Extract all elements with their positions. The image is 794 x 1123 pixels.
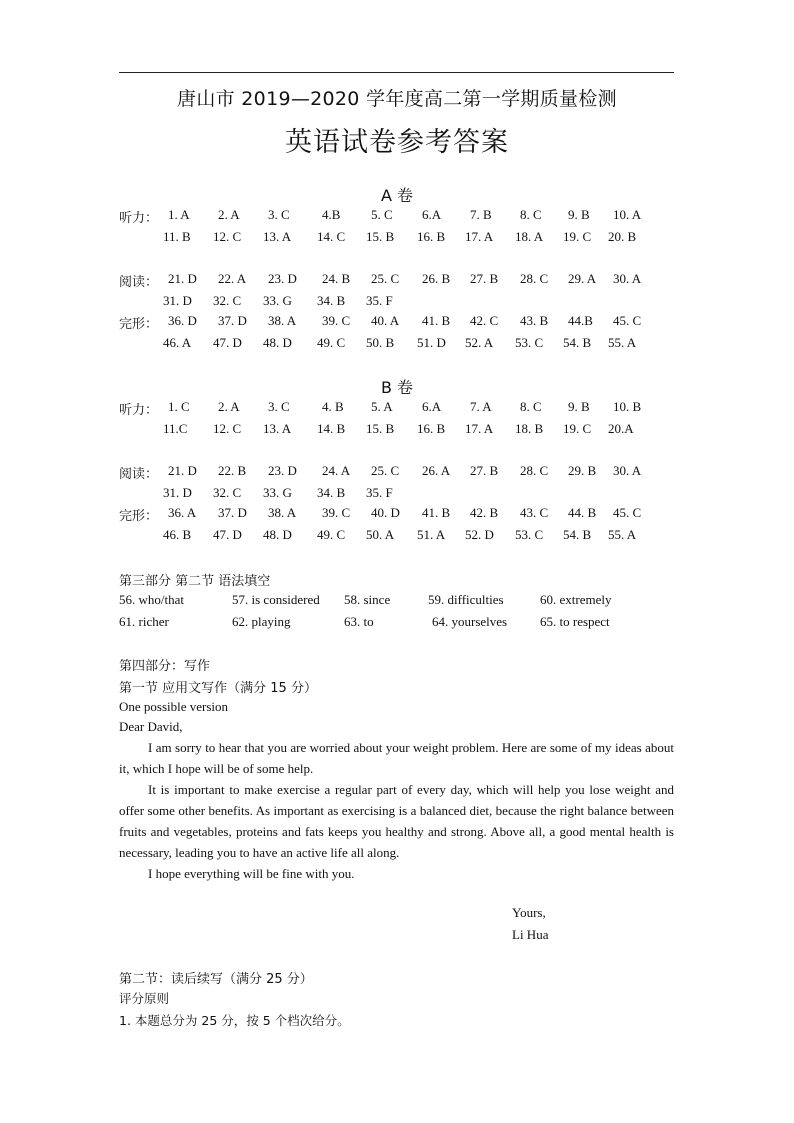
listening-label: 听力： [119,403,159,418]
answer-cell: 38. A [268,313,297,328]
answer-cell: 11.C [163,421,188,436]
answer-cell: 21. D [168,463,197,478]
answer-cell: 6.A [422,207,442,222]
answer-cell: 17. A [465,421,494,436]
answer-cell: 32. C [213,485,242,500]
grammar-answer: 61. richer [119,614,169,629]
answer-cell: 7. B [470,207,492,222]
answer-cell: 3. C [268,399,290,414]
answer-cell: 52. A [465,335,494,350]
letter-paragraph-3: I hope everything will be fine with you. [148,866,355,881]
answer-cell: 51. A [417,527,446,542]
grammar-answer: 59. difficulties [428,592,504,607]
reading-label: 阅读： [119,467,159,482]
answer-cell: 26. B [422,271,451,286]
answer-cell: 9. B [568,207,590,222]
answer-cell: 10. A [613,207,642,222]
scoring-principle-1: 1. 本题总分为 25 分，按 5 个档次给分。 [119,1013,350,1028]
answer-cell: 44.B [568,313,593,328]
answer-cell: 42. C [470,313,499,328]
answer-cell: 32. C [213,293,242,308]
listening-label: 听力： [119,211,159,226]
answer-cell: 20. B [608,229,637,244]
answer-cell: 49. C [317,527,346,542]
answer-cell: 27. B [470,271,499,286]
answer-cell: 53. C [515,527,544,542]
answer-cell: 14. B [317,421,346,436]
answer-cell: 37. D [218,313,247,328]
answer-cell: 43. C [520,505,549,520]
possible-version: One possible version [119,699,229,714]
answer-cell: 3. C [268,207,290,222]
answer-cell: 2. A [218,207,240,222]
answer-cell: 5. A [371,399,393,414]
answer-cell: 48. D [263,335,292,350]
top-rule [119,72,674,73]
answer-cell: 24. B [322,271,351,286]
answer-cell: 40. A [371,313,400,328]
answer-cell: 45. C [613,505,642,520]
grammar-heading: 第三部分 第二节 语法填空 [119,574,271,589]
answer-cell: 8. C [520,399,542,414]
answer-cell: 34. B [317,293,346,308]
cloze-label: 完形： [119,509,159,524]
answer-cell: 28. C [520,271,549,286]
answer-cell: 55. A [608,335,637,350]
grammar-answer: 64. yourselves [432,614,508,629]
answer-key-title: 英语试卷参考答案 [285,127,509,158]
answer-cell: 4. B [322,399,344,414]
answer-cell: 44. B [568,505,597,520]
grammar-answer: 57. is considered [232,592,320,607]
answer-cell: 16. B [417,229,446,244]
answer-cell: 15. B [366,229,395,244]
answer-cell: 11. B [163,229,191,244]
answer-cell: 36. A [168,505,197,520]
letter-paragraph-2: It is important to make exercise a regular part of every day, which will help you lose weight and offer some other benefits. As important as exercising is a balanced diet, because the right balance between fruits and vegetables, proteins and fats keeps you healthy and strong. Above all, a good mental health is necessary, leading you to have an active life all along. [119,782,674,860]
grammar-answer: 65. to respect [540,614,610,629]
answer-cell: 41. B [422,505,451,520]
answer-cell: 50. B [366,335,395,350]
answer-cell: 45. C [613,313,642,328]
answer-cell: 7. A [470,399,492,414]
answer-cell: 29. A [568,271,597,286]
answer-cell: 20.A [608,421,634,436]
answer-cell: 22. A [218,271,247,286]
answer-cell: 40. D [371,505,400,520]
answer-cell: 1. A [168,207,190,222]
answer-cell: 24. A [322,463,351,478]
answer-cell: 6.A [422,399,442,414]
answer-cell: 30. A [613,271,642,286]
answer-cell: 23. D [268,463,297,478]
answer-cell: 30. A [613,463,642,478]
answer-cell: 49. C [317,335,346,350]
answer-cell: 35. F [366,293,393,308]
answer-cell: 25. C [371,463,400,478]
answer-cell: 43. B [520,313,549,328]
answer-cell: 41. B [422,313,451,328]
answer-cell: 38. A [268,505,297,520]
answer-cell: 52. D [465,527,494,542]
answer-cell: 25. C [371,271,400,286]
answer-cell: 13. A [263,229,292,244]
answer-cell: 48. D [263,527,292,542]
answer-cell: 46. B [163,527,192,542]
answer-cell: 23. D [268,271,297,286]
answer-cell: 13. A [263,421,292,436]
cloze-label: 完形： [119,317,159,332]
answer-cell: 54. B [563,527,592,542]
grammar-answer: 60. extremely [540,592,612,607]
grammar-answer: 56. who/that [119,592,184,607]
answer-cell: 50. A [366,527,395,542]
answer-cell: 39. C [322,505,351,520]
answer-cell: 42. B [470,505,499,520]
answer-cell: 55. A [608,527,637,542]
answer-cell: 29. B [568,463,597,478]
answer-cell: 4.B [322,207,341,222]
answer-cell: 46. A [163,335,192,350]
answer-cell: 36. D [168,313,197,328]
answer-cell: 47. D [213,527,242,542]
volume-b-title: B 卷 [380,378,414,397]
volume-a-title: A 卷 [380,186,414,205]
answer-cell: 8. C [520,207,542,222]
exam-title: 唐山市 2019—2020 学年度高二第一学期质量检测 [177,88,617,110]
answer-cell: 12. C [213,229,242,244]
letter-signature: Li Hua [512,927,549,942]
writing-section2-heading: 第二节：读后续写（满分 25 分） [119,972,313,987]
answer-cell: 21. D [168,271,197,286]
answer-cell: 53. C [515,335,544,350]
answer-cell: 1. C [168,399,190,414]
writing-section1-heading: 第一节 应用文写作（满分 15 分） [119,681,317,696]
answer-cell: 2. A [218,399,240,414]
answer-cell: 47. D [213,335,242,350]
grammar-answer: 58. since [344,592,391,607]
grammar-answer: 62. playing [232,614,291,629]
answer-cell: 18. A [515,229,544,244]
answer-cell: 33. G [263,293,292,308]
writing-heading: 第四部分：写作 [119,659,211,674]
answer-cell: 33. G [263,485,292,500]
answer-cell: 26. A [422,463,451,478]
letter-paragraph-1: I am sorry to hear that you are worried about your weight problem. Here are some of my ideas about it, which I hope will be of some help. [119,740,674,776]
answer-cell: 12. C [213,421,242,436]
answer-cell: 10. B [613,399,642,414]
letter-greeting: Dear David, [119,719,183,734]
answer-cell: 51. D [417,335,446,350]
answer-cell: 22. B [218,463,247,478]
reading-label: 阅读： [119,275,159,290]
answer-cell: 5. C [371,207,393,222]
answer-cell: 31. D [163,485,192,500]
answer-cell: 9. B [568,399,590,414]
answer-cell: 39. C [322,313,351,328]
answer-cell: 54. B [563,335,592,350]
answer-cell: 35. F [366,485,393,500]
grammar-answer: 63. to [344,614,374,629]
answer-cell: 19. C [563,229,592,244]
answer-cell: 27. B [470,463,499,478]
answer-cell: 18. B [515,421,544,436]
scoring-principle-heading: 评分原则 [119,991,170,1006]
answer-cell: 16. B [417,421,446,436]
answer-cell: 15. B [366,421,395,436]
answer-cell: 17. A [465,229,494,244]
answer-cell: 34. B [317,485,346,500]
letter-closing: Yours, [512,905,546,920]
answer-cell: 14. C [317,229,346,244]
answer-cell: 28. C [520,463,549,478]
answer-cell: 19. C [563,421,592,436]
answer-cell: 31. D [163,293,192,308]
answer-cell: 37. D [218,505,247,520]
